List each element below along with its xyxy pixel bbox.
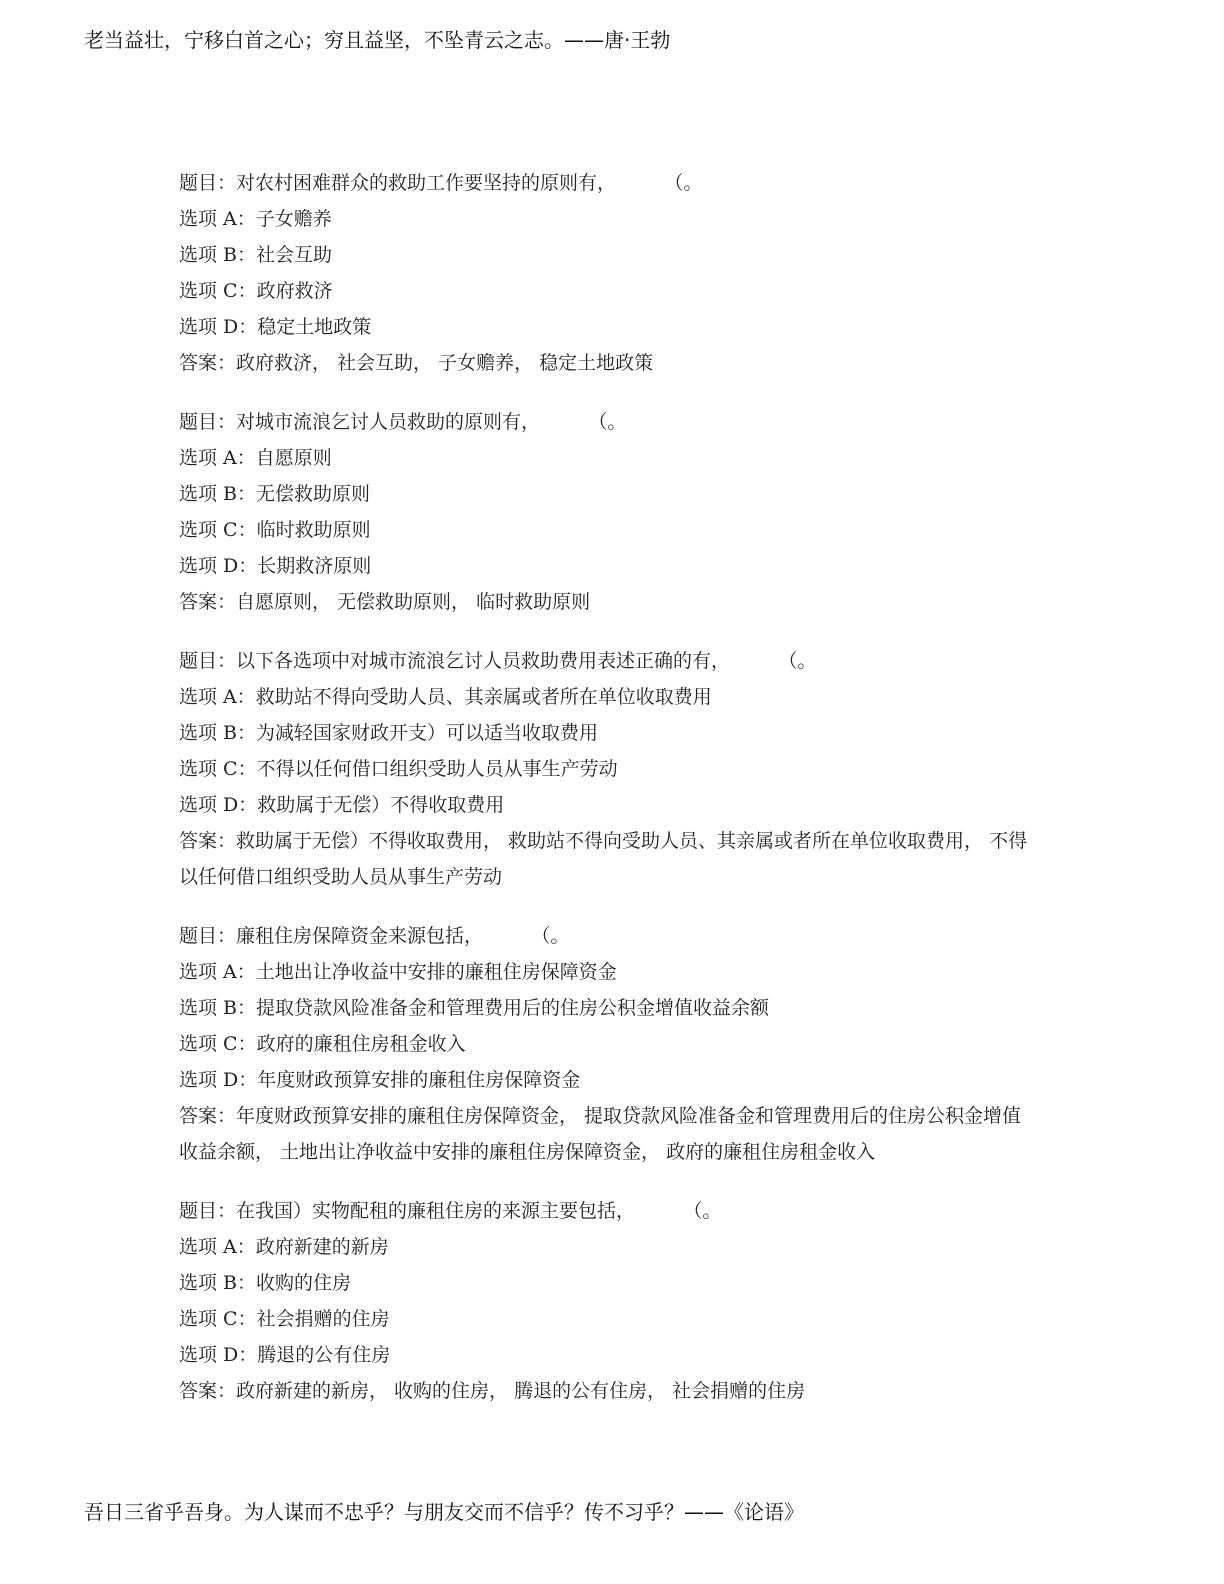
option-b: 选项 B：无偿救助原则 [179, 483, 371, 505]
option-d: 选项 D：稳定土地政策 [179, 316, 372, 338]
option-c: 选项 C：政府的廉租住房租金收入 [179, 1033, 466, 1055]
option-c: 选项 C：政府救济 [179, 280, 333, 302]
question-block-3 [179, 643, 1029, 895]
header-quote: 老当益壮，宁移白首之心；穷且益坚，不坠青云之志。——唐·王勃 [84, 28, 671, 52]
option-a: 选项 A：政府新建的新房 [179, 1236, 389, 1258]
question-block-5 [179, 1193, 1029, 1409]
answer: 答案：政府新建的新房， 收购的住房， 腾退的公有住房， 社会捐赠的住房 [179, 1380, 806, 1402]
question-title: 题目：在我国）实物配租的廉租住房的来源主要包括， （。 [179, 1200, 722, 1222]
answer: 答案：自愿原则， 无偿救助原则， 临时救助原则 [179, 591, 591, 613]
option-a: 选项 A：土地出让净收益中安排的廉租住房保障资金 [179, 961, 617, 983]
option-b: 选项 B：收购的住房 [179, 1272, 352, 1294]
question-block-2 [179, 404, 1029, 620]
option-a: 选项 A：子女赡养 [179, 208, 332, 230]
question-title: 题目：对农村困难群众的救助工作要坚持的原则有， （。 [179, 172, 703, 194]
option-a: 选项 A：救助站不得向受助人员、其亲属或者所在单位收取费用 [179, 686, 712, 708]
question-block-1 [179, 165, 1029, 381]
option-b: 选项 B：社会互助 [179, 244, 333, 266]
question-title: 题目：对城市流浪乞讨人员救助的原则有， （。 [179, 411, 627, 433]
option-c: 选项 C：社会捐赠的住房 [179, 1308, 390, 1330]
option-b: 选项 B：提取贷款风险准备金和管理费用后的住房公积金增值收益余额 [179, 997, 770, 1019]
option-a: 选项 A：自愿原则 [179, 447, 332, 469]
answer: 答案：年度财政预算安排的廉租住房保障资金， 提取贷款风险准备金和管理费用后的住房公积金增值收益余额， 土地出让净收益中安排的廉租住房保障资金， 政府的廉租住房租金收入 [179, 1105, 1022, 1163]
option-c: 选项 C：不得以任何借口组织受助人员从事生产劳动 [179, 758, 618, 780]
footer-quote: 吾日三省乎吾身。为人谋而不忠乎？与朋友交而不信乎？传不习乎？——《论语》 [84, 1500, 804, 1524]
answer: 答案：救助属于无偿）不得收取费用， 救助站不得向受助人员、其亲属或者所在单位收取费用， 不得以任何借口组织受助人员从事生产劳动 [179, 830, 1028, 888]
option-d: 选项 D：救助属于无偿）不得收取费用 [179, 794, 505, 816]
option-d: 选项 D：腾退的公有住房 [179, 1344, 391, 1366]
option-c: 选项 C：临时救助原则 [179, 519, 371, 541]
question-title: 题目：廉租住房保障资金来源包括， （。 [179, 925, 570, 947]
question-title: 题目：以下各选项中对城市流浪乞讨人员救助费用表述正确的有， （。 [179, 650, 817, 672]
option-b: 选项 B：为减轻国家财政开支）可以适当收取费用 [179, 722, 599, 744]
question-list [179, 165, 1029, 1432]
question-block-4 [179, 918, 1029, 1170]
answer: 答案：政府救济， 社会互助， 子女赡养， 稳定土地政策 [179, 352, 654, 374]
option-d: 选项 D：年度财政预算安排的廉租住房保障资金 [179, 1069, 581, 1091]
option-d: 选项 D：长期救济原则 [179, 555, 372, 577]
